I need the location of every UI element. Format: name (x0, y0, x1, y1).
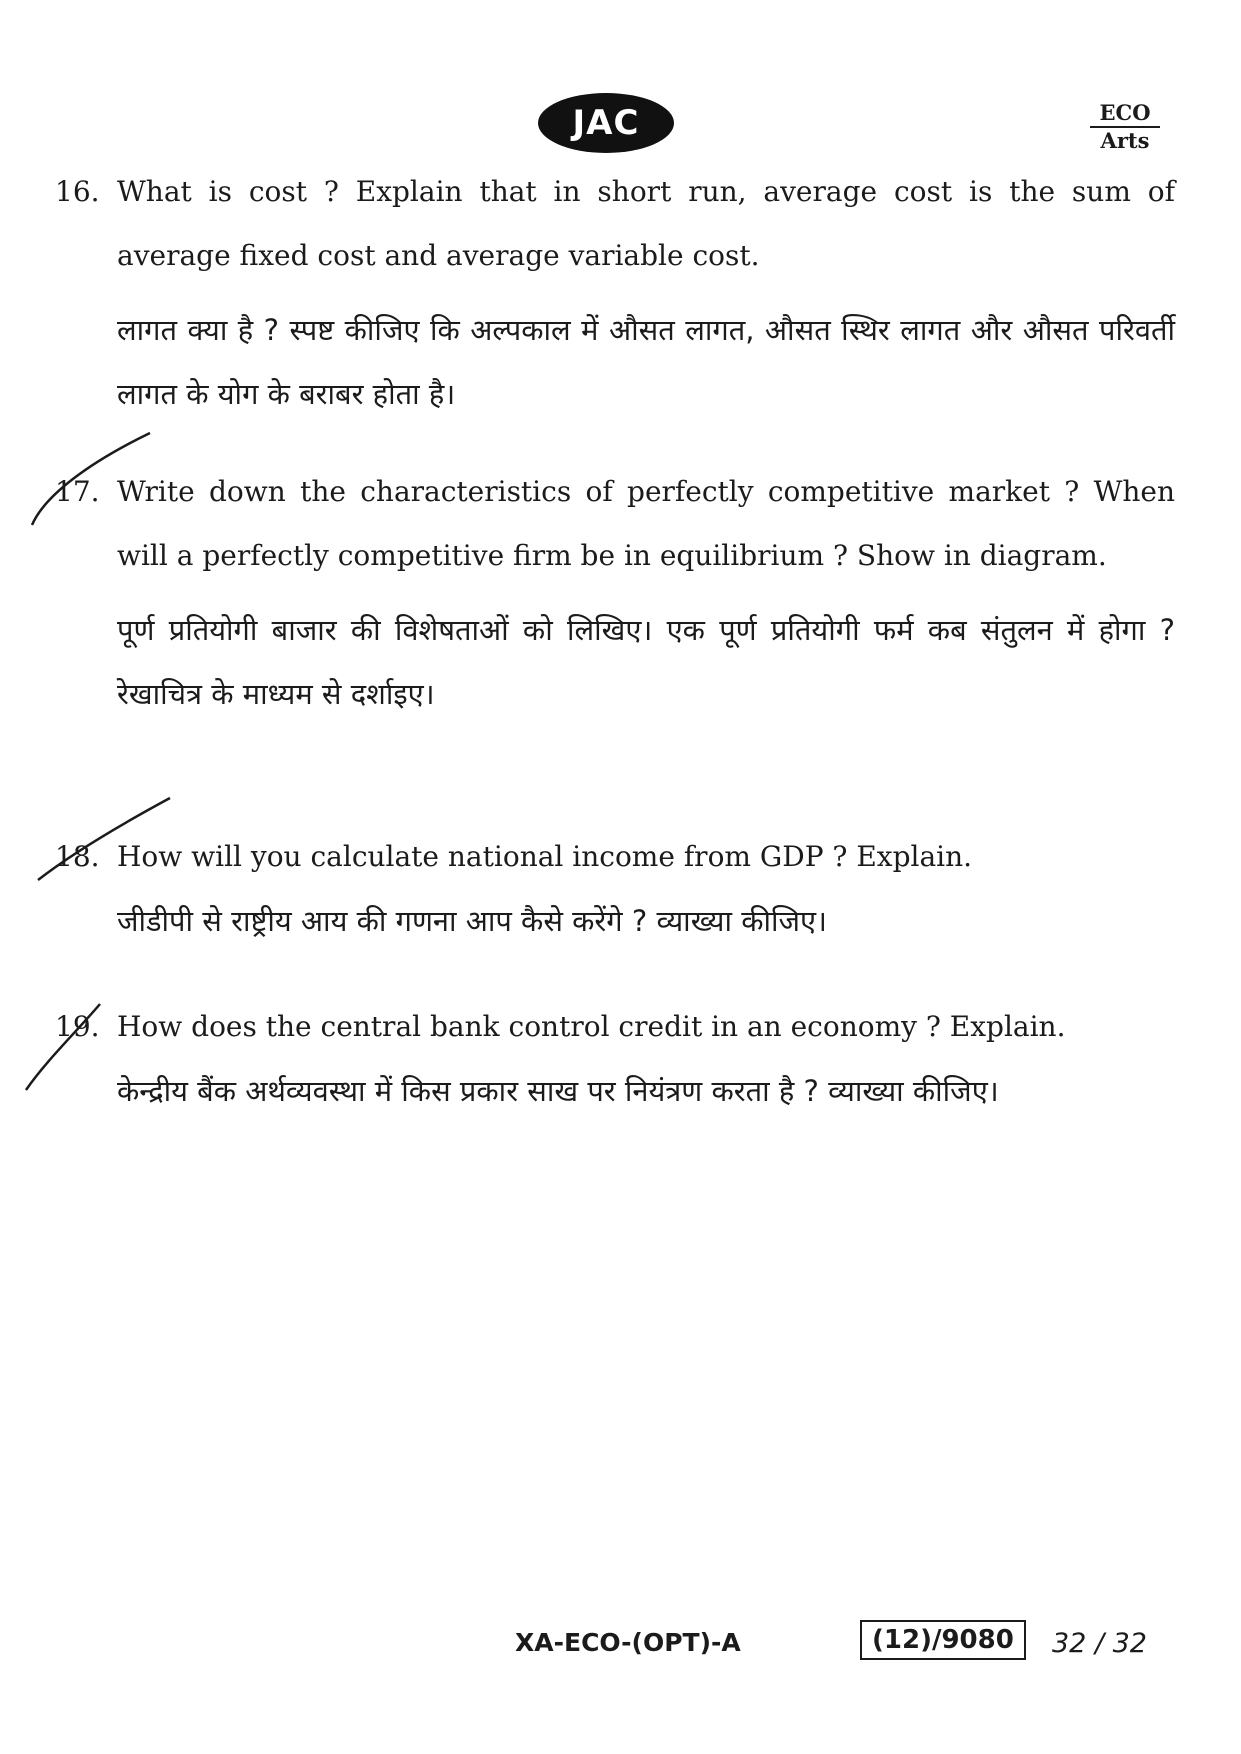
question-number: 19. (55, 1010, 100, 1043)
subject-bottom: Arts (1100, 128, 1150, 153)
question-english: How does the central bank control credit in an economy ? Explain. (117, 1010, 1066, 1043)
question-hindi: केन्द्रीय बैंक अर्थव्यवस्था में किस प्रकार साख पर नियंत्रण करता है ? व्याख्या कीजिए। (117, 1074, 999, 1108)
question-hindi: जीडीपी से राष्ट्रीय आय की गणना आप कैसे करेंगे ? व्याख्या कीजिए। (117, 904, 828, 938)
question-number: 16. (55, 175, 100, 208)
subject-top: ECO (1090, 100, 1160, 128)
question-hindi: लागत क्या है ? स्पष्ट कीजिए कि अल्पकाल में औसत लागत, औसत स्थिर लागत और औसत परिवर्ती लागत के योग के बराबर होता है। (117, 313, 1175, 411)
question-english: How will you calculate national income from GDP ? Explain. (117, 840, 973, 873)
jac-logo: JAC (538, 93, 674, 153)
question-18 (55, 825, 1175, 953)
page-number: 32 / 32 (1052, 1628, 1147, 1659)
question-number: 17. (55, 475, 100, 508)
question-16 (55, 160, 1175, 426)
question-17 (55, 460, 1175, 726)
question-english: Write down the characteristics of perfectly competitive market ? When will a perfectly competitive firm be in equilibrium ? Show in diagram. (117, 475, 1175, 572)
set-code-box: (12)/9080 (860, 1620, 1026, 1660)
subject-label (1090, 100, 1160, 154)
question-number: 18. (55, 840, 100, 873)
question-english: What is cost ? Explain that in short run, average cost is the sum of average fixed cost and average variable cost. (117, 175, 1175, 272)
question-19 (55, 995, 1175, 1123)
question-hindi: पूर्ण प्रतियोगी बाजार की विशेषताओं को लिखिए। एक पूर्ण प्रतियोगी फर्म कब संतुलन में होगा ? रेखाचित्र के माध्यम से दर्शाइए। (117, 613, 1175, 711)
paper-code: XA-ECO-(OPT)-A (515, 1628, 741, 1657)
